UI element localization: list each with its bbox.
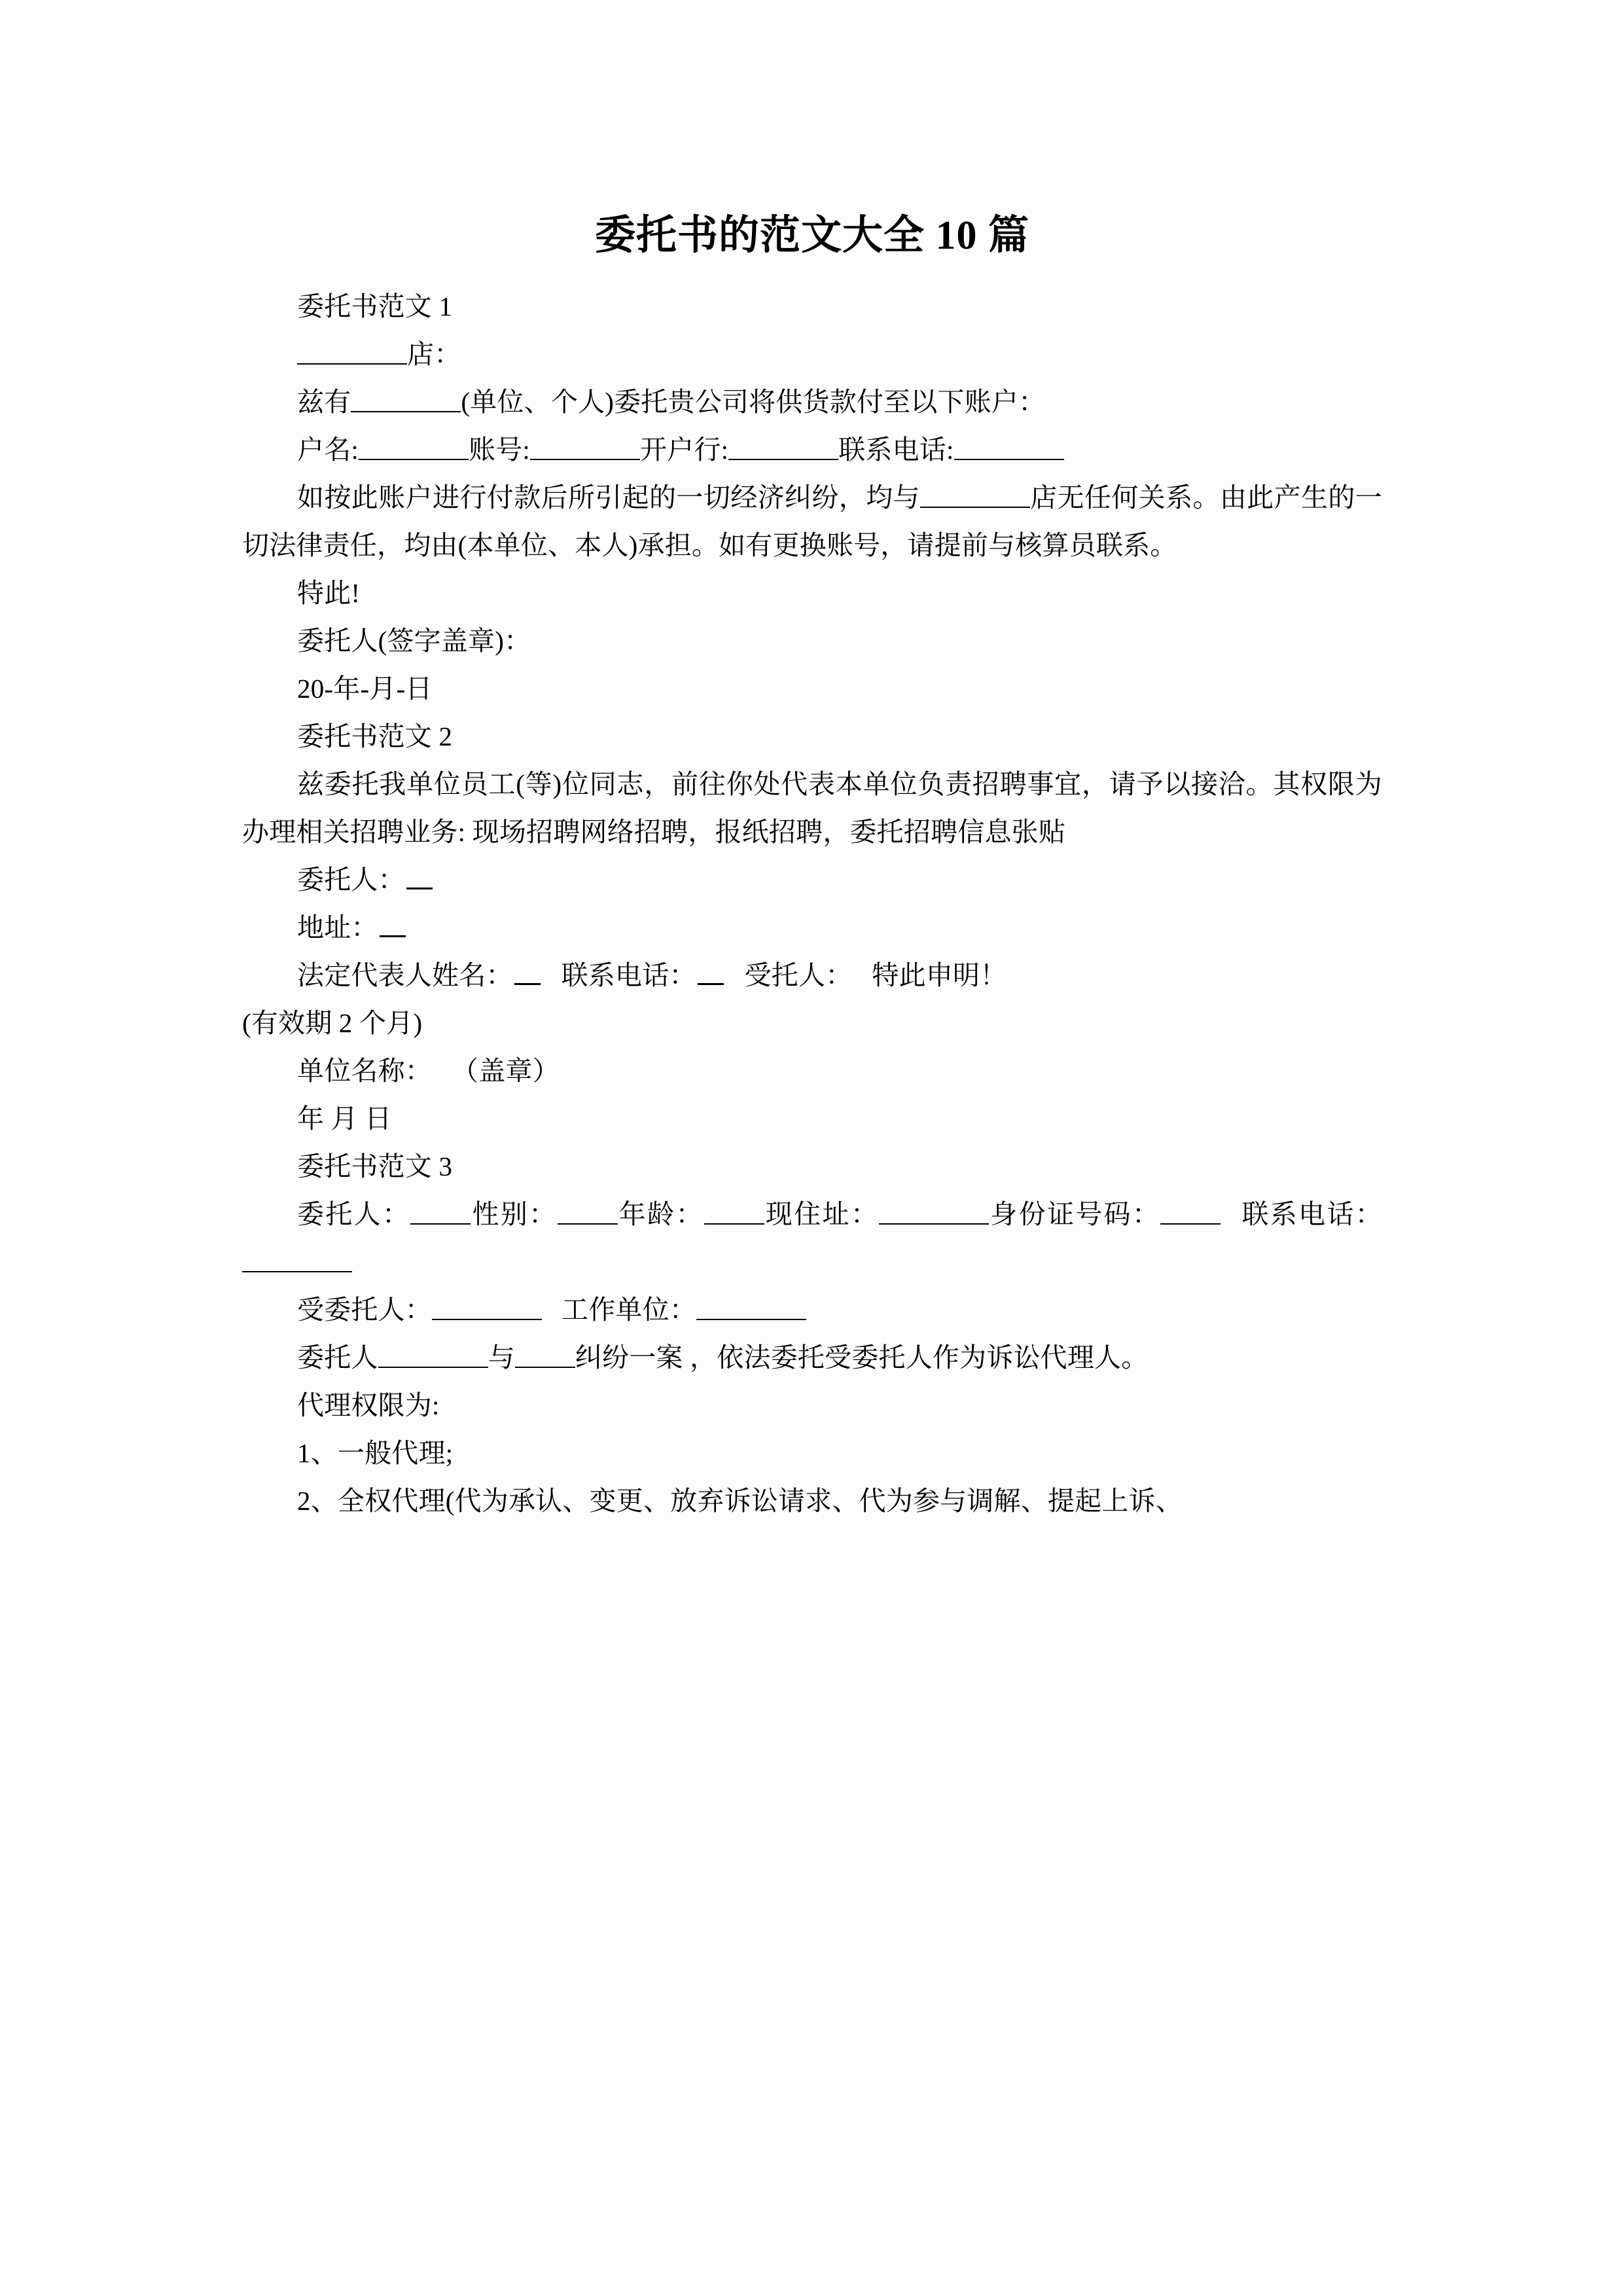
page-title: 委托书的范文大全 10 篇 — [594, 213, 1029, 258]
case-party-b-blank[interactable] — [515, 1341, 575, 1368]
section-1-signature-label: 委托人(签字盖章)： — [297, 625, 531, 656]
intro-suffix: (单位、个人)委托贵公司将供货款付至以下账户： — [461, 386, 1046, 417]
section-3-item-2: 2、全权代理(代为承认、变更、放弃诉讼请求、代为参与调解、提起上诉、 — [297, 1485, 1183, 1516]
principal-blank[interactable] — [410, 1198, 471, 1225]
account-no-label: 账号: — [469, 434, 530, 465]
section-2-date-line: 年 月 日 — [297, 1103, 392, 1134]
document-content — [242, 0, 1382, 1525]
principal-label: 委托人： — [297, 1198, 411, 1229]
section-1-intro-line — [242, 378, 1382, 426]
trustee-blank[interactable] — [432, 1293, 542, 1320]
section-1-addressee-line — [242, 331, 1382, 378]
section-2-unit-name-line — [242, 1047, 1382, 1095]
section-3-trustee-line — [242, 1286, 1382, 1334]
legal-rep-blank[interactable] — [514, 968, 541, 985]
section-3-authority-label: 代理权限为: — [297, 1390, 440, 1420]
body-part-2: 店无任何关系。由此产生的一切法律责任，均由(本单位、本人)承担。如有更换账号，请提前与核算员联系。 — [242, 482, 1382, 560]
account-no-blank[interactable] — [530, 433, 640, 460]
case-prefix: 委托人 — [297, 1342, 378, 1372]
id-number-blank[interactable] — [1160, 1198, 1221, 1225]
body-part-1: 如按此账户进行付款后所引起的一切经济纠纷，均与 — [297, 482, 920, 512]
section-3-personal-info-line — [242, 1191, 1382, 1286]
section-2-principal-line — [242, 856, 1382, 904]
account-name-blank[interactable] — [359, 433, 469, 460]
section-2-heading: 委托书范文 2 — [297, 721, 453, 751]
work-unit-label: 工作单位： — [562, 1294, 696, 1325]
current-address-blank[interactable] — [879, 1198, 989, 1225]
section-2-validity-line: (有效期 2 个月) — [242, 1007, 423, 1038]
principal-label: 委托人： — [297, 864, 405, 895]
contact-phone-blank[interactable] — [698, 968, 724, 985]
current-address-label: 现住址： — [764, 1198, 880, 1229]
body-store-blank[interactable] — [920, 481, 1030, 508]
unit-name-label: 单位名称： — [297, 1055, 432, 1086]
case-suffix: 纠纷一案 ，依法委托受委托人作为诉讼代理人。 — [575, 1342, 1149, 1372]
intro-prefix: 兹有 — [297, 386, 351, 417]
contact-phone-blank[interactable] — [242, 1246, 352, 1272]
work-unit-blank[interactable] — [696, 1293, 806, 1320]
seal-note: （盖章） — [452, 1055, 560, 1086]
legal-rep-label: 法定代表人姓名： — [297, 960, 513, 990]
address-blank[interactable] — [380, 920, 406, 937]
contact-phone-label: 联系电话： — [1240, 1198, 1382, 1229]
phone-blank[interactable] — [954, 433, 1064, 460]
phone-label: 联系电话: — [838, 434, 954, 465]
section-1-account-line — [242, 426, 1382, 474]
age-label: 年龄： — [617, 1198, 704, 1229]
contact-phone-label: 联系电话： — [561, 960, 696, 990]
section-1-body-paragraph — [242, 474, 1382, 569]
trustee-label: 受托人： — [744, 960, 853, 990]
bank-blank[interactable] — [728, 433, 838, 460]
section-1-date-line: 20-年-月-日 — [297, 673, 433, 704]
addressee-suffix: 店： — [407, 338, 461, 369]
section-3-heading: 委托书范文 3 — [297, 1151, 453, 1181]
section-1-closing: 特此! — [297, 577, 361, 608]
id-number-label: 身份证号码： — [989, 1198, 1161, 1229]
case-middle: 与 — [488, 1342, 515, 1372]
intro-entity-blank[interactable] — [351, 386, 461, 412]
bank-label: 开户行: — [640, 434, 729, 465]
addressee-blank[interactable] — [297, 338, 407, 365]
address-label: 地址： — [297, 912, 378, 942]
section-3-item-1: 1、一般代理; — [297, 1437, 454, 1468]
section-2-legal-rep-line — [242, 952, 1382, 999]
section-2-body-paragraph: 兹委托我单位员工(等)位同志，前往你处代表本单位负责招聘事宜，请予以接洽。其权限为办理相关招聘业务: 现场招聘网络招聘，报纸招聘，委托招聘信息张贴 — [242, 768, 1382, 847]
trustee-label: 受委托人： — [297, 1294, 432, 1325]
principal-blank[interactable] — [406, 872, 433, 889]
case-party-a-blank[interactable] — [378, 1341, 488, 1368]
gender-label: 性别： — [471, 1198, 558, 1229]
gender-blank[interactable] — [558, 1198, 618, 1225]
age-blank[interactable] — [704, 1198, 764, 1225]
section-3-case-line — [242, 1334, 1382, 1382]
account-name-label: 户名: — [297, 434, 359, 465]
section-1-heading: 委托书范文 1 — [297, 291, 453, 321]
section-2-address-line — [242, 904, 1382, 952]
declaration-text: 特此申明！ — [872, 960, 1007, 990]
